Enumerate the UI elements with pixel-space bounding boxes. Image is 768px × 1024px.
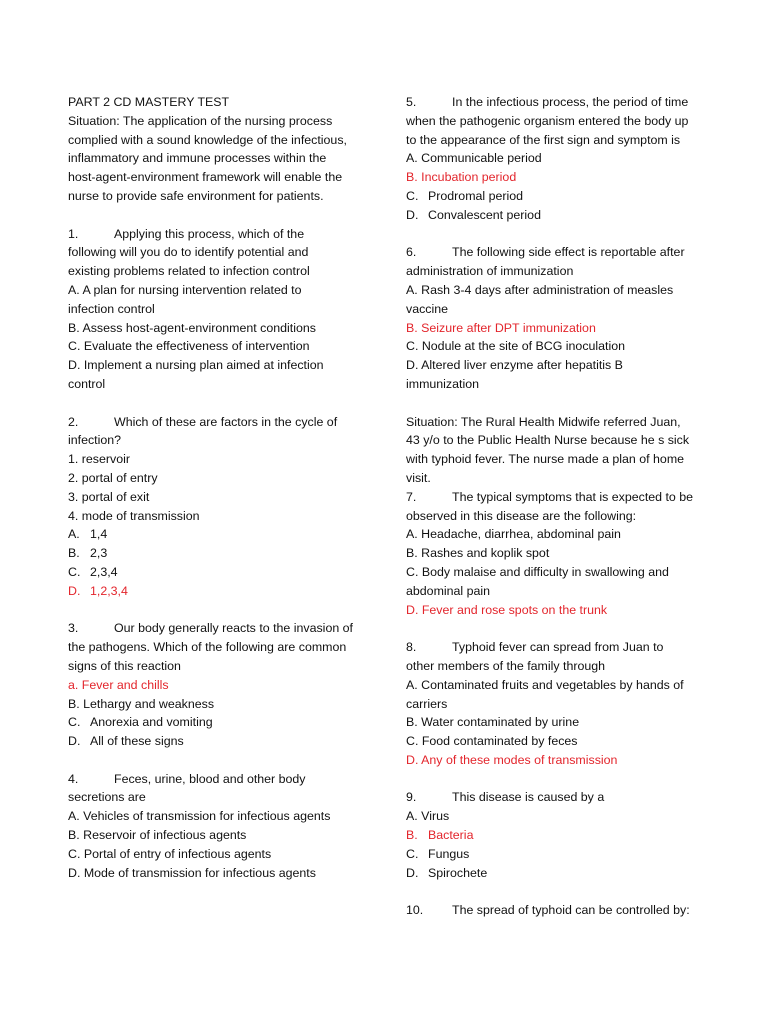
question-10-stem: 10. The spread of typhoid can be controlled by: xyxy=(406,901,706,920)
situation2-line: Situation: The Rural Health Midwife referred Juan, xyxy=(406,414,681,429)
question-number: 5. xyxy=(406,95,417,109)
situation2-line: visit. xyxy=(406,470,431,485)
question-2-option: B. 2,3 xyxy=(68,546,108,561)
question-1-option: B. Assess host-agent-environment conditions xyxy=(68,320,316,335)
question-4-option: D. Mode of transmission for infectious agents xyxy=(68,865,316,880)
question-3-option: D. All of these signs xyxy=(68,734,184,749)
question-7-stem: 7. The typical symptoms that is expected to be xyxy=(406,488,706,507)
question-6-option: A. Rash 3-4 days after administration of measles xyxy=(406,282,674,297)
question-9-stem: 9. This disease is caused by a xyxy=(406,788,706,807)
question-9-answer: B. Bacteria xyxy=(406,828,474,843)
question-1-option: A. A plan for nursing intervention related to xyxy=(68,282,302,297)
question-8-answer: D. Any of these modes of transmission xyxy=(406,752,618,767)
question-number: 9. xyxy=(406,790,417,805)
question-5-option: A. Communicable period xyxy=(406,151,542,166)
question-2-stem: 2. Which of these are factors in the cycle of xyxy=(68,413,368,432)
question-number: 7. xyxy=(406,489,417,504)
question-5-option: C. Prodromal period xyxy=(406,188,524,203)
question-6-answer: B. Seizure after DPT immunization xyxy=(406,320,596,335)
situation-line: inflammatory and immune processes within the xyxy=(68,151,327,166)
question-4-option: B. Reservoir of infectious agents xyxy=(68,828,247,843)
question-6-stem-line: administration of immunization xyxy=(406,264,574,279)
situation2-line: with typhoid fever. The nurse made a plan of home xyxy=(406,452,685,467)
question-3-stem-line: the pathogens. Which of the following are common xyxy=(68,640,347,655)
question-1-option: D. Implement a nursing plan aimed at infection xyxy=(68,358,324,373)
question-1-option: control xyxy=(68,376,106,391)
question-number: 10. xyxy=(406,903,424,918)
right-column xyxy=(406,93,706,920)
question-8-option: B. Water contaminated by urine xyxy=(406,715,580,730)
situation2-line: 43 y/o to the Public Health Nurse because he s sick xyxy=(406,433,690,448)
question-3-stem-line: signs of this reaction xyxy=(68,658,181,673)
question-2-option: A. 1,4 xyxy=(68,527,108,542)
question-2-item: 4. mode of transmission xyxy=(68,508,200,523)
question-3-option: C. Anorexia and vomiting xyxy=(68,715,213,730)
question-4-stem-line: secretions are xyxy=(68,790,146,805)
situation-line: Situation: The application of the nursing process xyxy=(68,113,333,128)
question-number: 2. xyxy=(68,414,79,429)
question-8-stem-line: other members of the family through xyxy=(406,658,606,673)
question-2-item: 2. portal of entry xyxy=(68,470,158,485)
question-7-answer: D. Fever and rose spots on the trunk xyxy=(406,602,608,617)
question-6-option: D. Altered liver enzyme after hepatitis B xyxy=(406,358,623,373)
question-7-option: B. Rashes and koplik spot xyxy=(406,546,550,561)
question-4-stem: 4. Feces, urine, blood and other body xyxy=(68,770,368,789)
question-6-option: immunization xyxy=(406,376,479,391)
question-9-option: D. Spirochete xyxy=(406,865,488,880)
situation-line: host-agent-environment framework will enable the xyxy=(68,170,343,185)
question-8-option: carriers xyxy=(406,696,448,711)
question-number: 1. xyxy=(68,226,79,241)
situation-line: complied with a sound knowledge of the infectious, xyxy=(68,132,347,147)
question-5-option: D. Convalescent period xyxy=(406,207,541,222)
question-1-stem-line: existing problems related to infection control xyxy=(68,264,310,279)
question-7-option: C. Body malaise and difficulty in swallowing and xyxy=(406,564,669,579)
question-6-option: vaccine xyxy=(406,301,449,316)
question-number: 6. xyxy=(406,245,417,260)
question-1-option: infection control xyxy=(68,301,155,316)
question-5-stem-line: when the pathogenic organism entered the body up xyxy=(406,113,689,128)
question-number: 3. xyxy=(68,621,79,636)
question-4-option: C. Portal of entry of infectious agents xyxy=(68,846,272,861)
test-title: PART 2 CD MASTERY TEST xyxy=(68,95,230,109)
question-7-stem-line: observed in this disease are the following: xyxy=(406,508,637,523)
question-8-stem: 8. Typhoid fever can spread from Juan to xyxy=(406,638,706,657)
question-5-stem: 5. In the infectious process, the period of time xyxy=(406,93,706,112)
question-2-stem-line: infection? xyxy=(68,433,122,448)
question-5-stem-line: to the appearance of the first sign and symptom is xyxy=(406,132,681,147)
question-6-option: C. Nodule at the site of BCG inoculation xyxy=(406,339,626,354)
question-8-option: C. Food contaminated by feces xyxy=(406,734,578,749)
question-2-answer: D. 1,2,3,4 xyxy=(68,583,128,598)
question-9-option: A. Virus xyxy=(406,809,450,824)
question-3-option: B. Lethargy and weakness xyxy=(68,696,215,711)
question-2-item: 1. reservoir xyxy=(68,452,130,467)
question-number: 8. xyxy=(406,640,417,655)
left-column xyxy=(68,93,368,882)
question-8-option: A. Contaminated fruits and vegetables by hands of xyxy=(406,677,684,692)
question-6-stem: 6. The following side effect is reportable after xyxy=(406,243,706,262)
question-5-answer: B. Incubation period xyxy=(406,170,517,185)
question-9-option: C. Fungus xyxy=(406,846,470,861)
question-number: 4. xyxy=(68,771,79,786)
question-1-stem-line: following will you do to identify potential and xyxy=(68,245,309,260)
question-7-option: A. Headache, diarrhea, abdominal pain xyxy=(406,527,621,542)
question-7-option: abdominal pain xyxy=(406,583,491,598)
question-2-option: C. 2,3,4 xyxy=(68,564,118,579)
question-2-item: 3. portal of exit xyxy=(68,489,150,504)
question-3-stem: 3. Our body generally reacts to the invasion of xyxy=(68,619,368,638)
situation-line: nurse to provide safe environment for patients. xyxy=(68,188,324,203)
question-3-answer: a. Fever and chills xyxy=(68,677,169,692)
question-1-option: C. Evaluate the effectiveness of intervention xyxy=(68,339,310,354)
question-4-option: A. Vehicles of transmission for infectious agents xyxy=(68,809,331,824)
question-1-stem: 1. Applying this process, which of the xyxy=(68,225,368,244)
